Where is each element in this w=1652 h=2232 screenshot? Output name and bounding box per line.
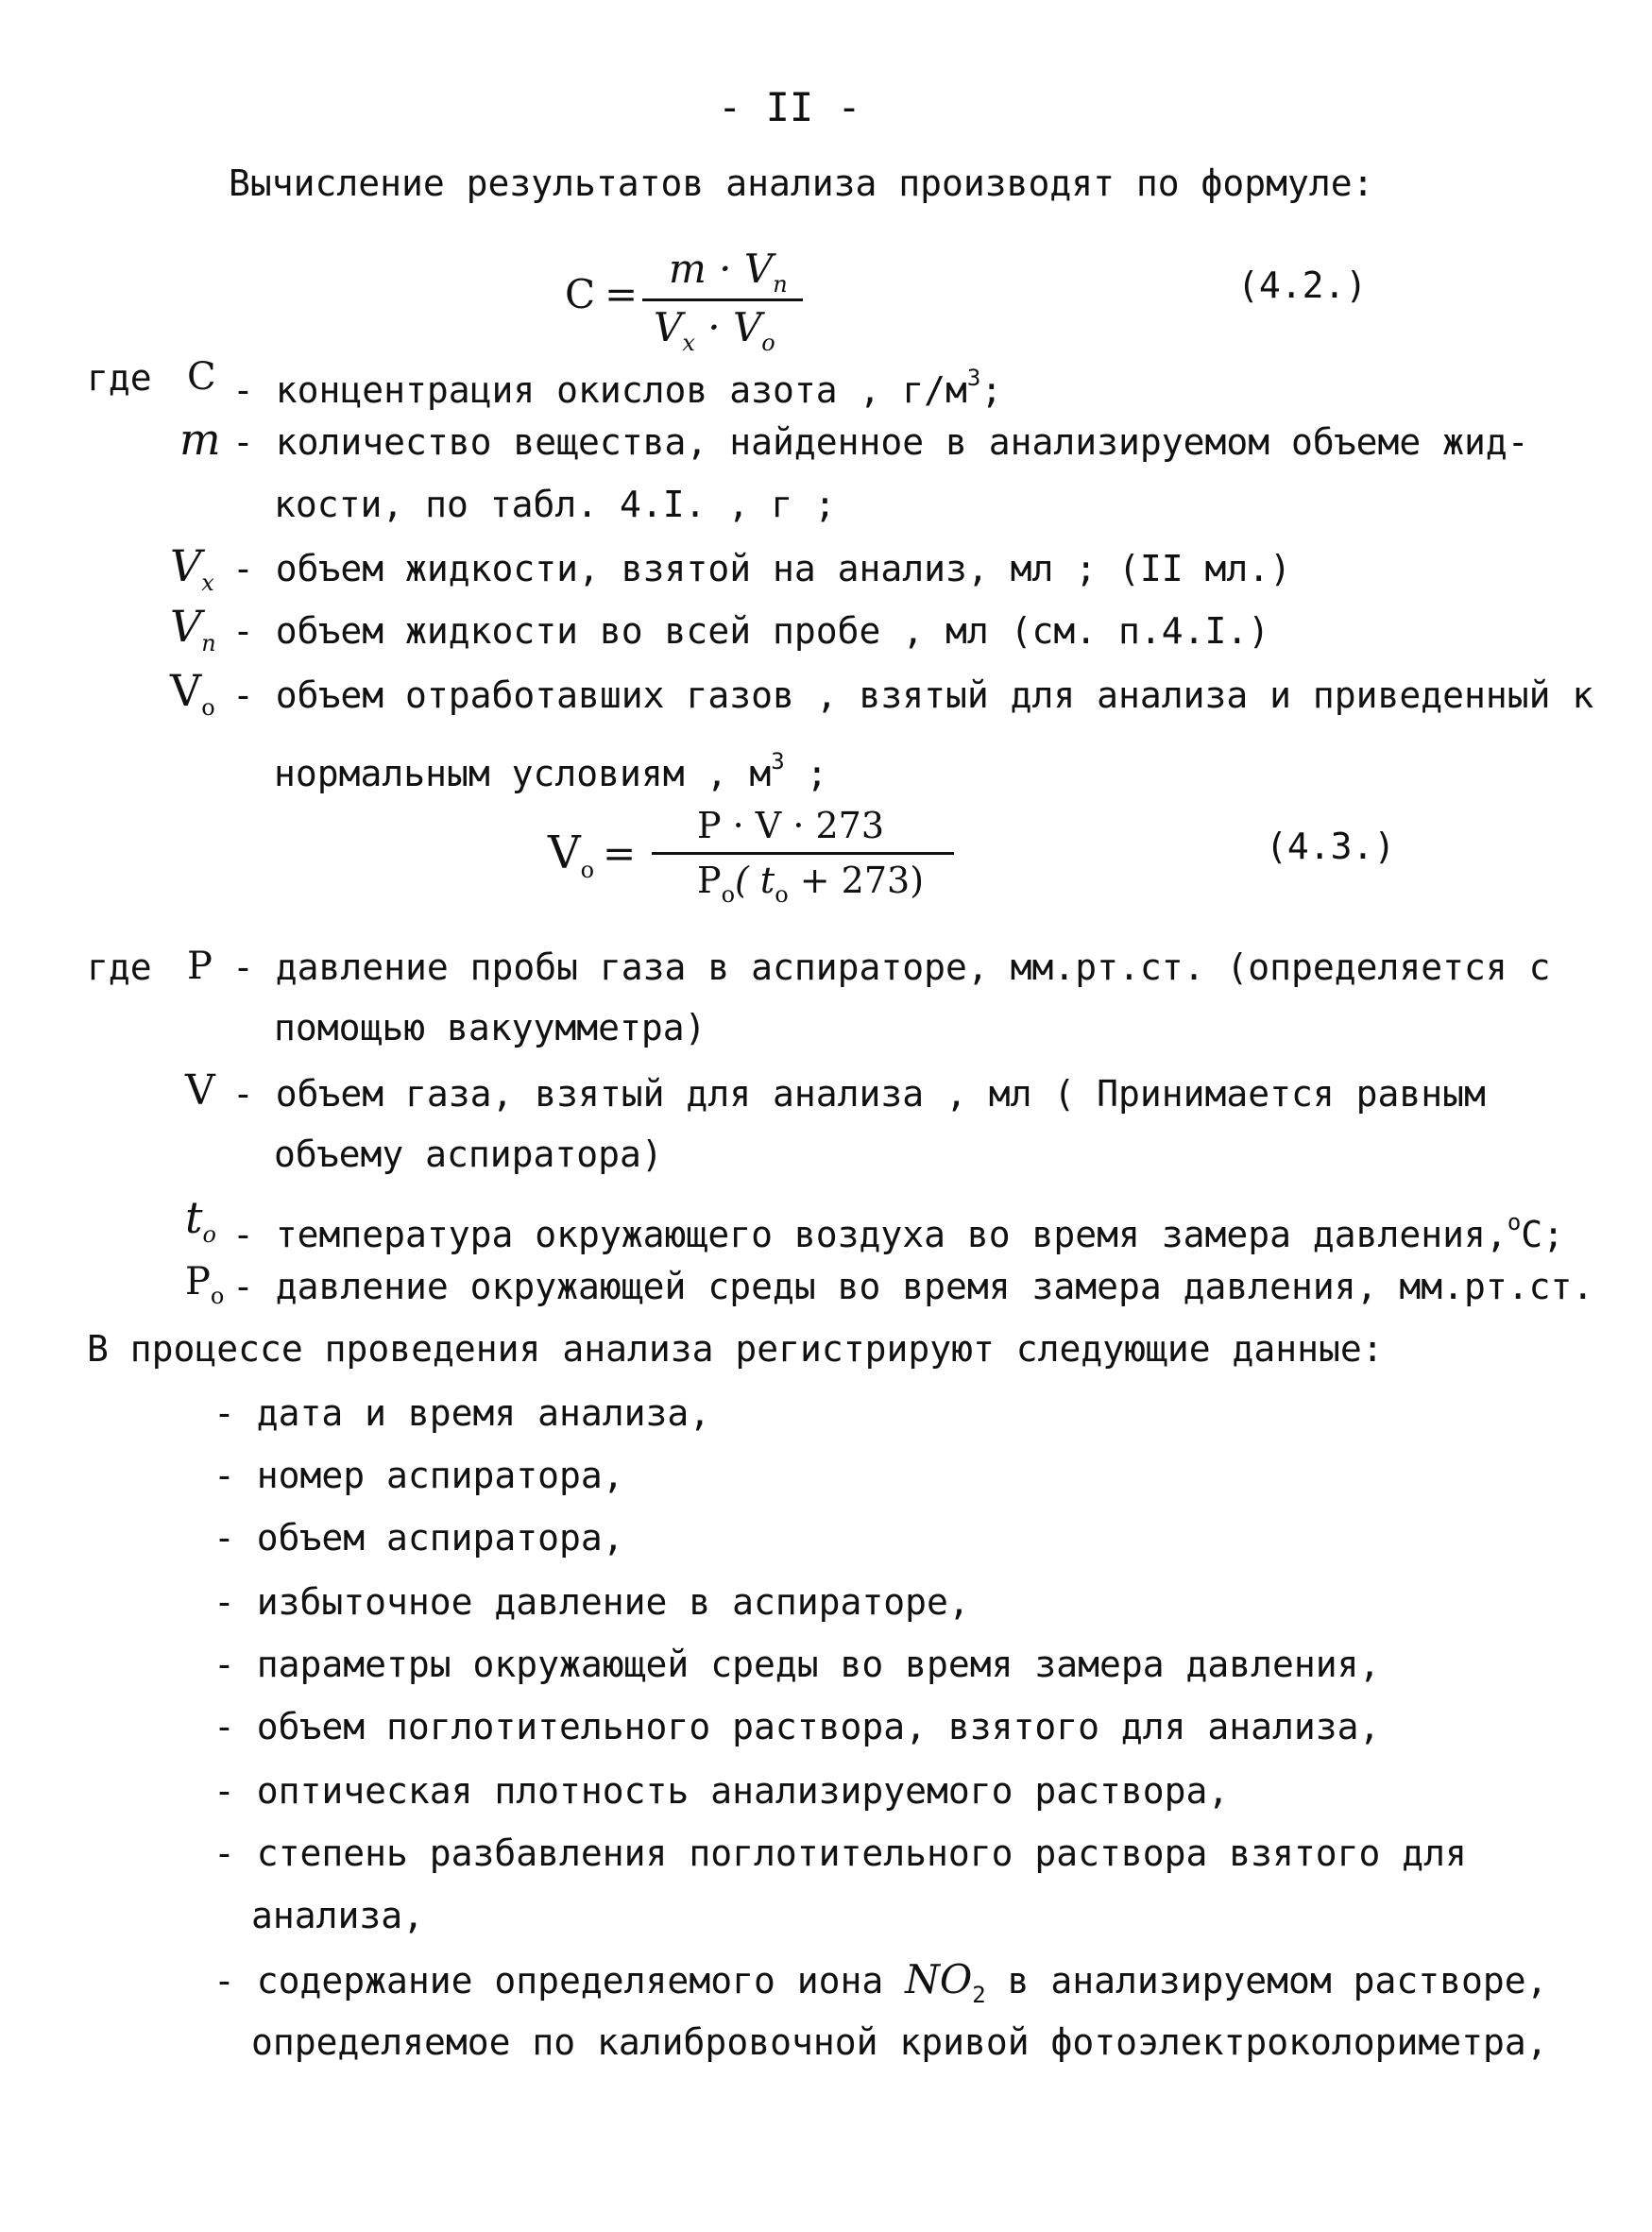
where-2-item-v-line-1: - объем газа, взятый для анализа , мл ( Принимается равным [232,1073,1486,1115]
where-1-symbol-vp: $V_п$ [170,601,216,656]
formula-1-denominator: $V_x \cdot V_o$ [654,304,775,356]
where-1-symbol-m: m [179,414,221,465]
formula-2-numerator: P · V · 273 [697,805,885,846]
list-item: - дата и время анализа, [213,1392,711,1434]
where-1-item-vo-line-1: - объем отработавших газов , взятый для анализа и приведенный к [232,674,1594,716]
formula-1-label: (4.2.) [1237,264,1368,306]
where-1-item-vo-line-2: нормальным условиям , $м^3$ ; [274,748,828,794]
formula-1-fraction-bar [642,298,803,301]
page-number: - II - [718,84,861,130]
where-2-item-t-text: - температура окружающего воздуха во время замера давления,$^o$C; [232,1209,1565,1255]
where-1-symbol-c: C [187,355,216,399]
list-item: - параметры окружающей среды во время замера давления, [213,1644,1381,1685]
list-item: - объем поглотительного раствора, взятого для анализа, [213,1706,1381,1747]
list-item: - содержание определяемого иона $NO_2$ в анализируемом растворе, [213,1956,1548,2008]
list-item: - объем аспиратора, [213,1517,624,1559]
where-1-item-vp-text: - объем жидкости во всей пробе , мл (см. п.4.I.) [232,610,1270,652]
formula-2-fraction-bar [652,852,954,855]
formula-2-lhs: $V_o$ [548,826,595,883]
list-item: - оптическая плотность анализируемого раствора, [213,1770,1230,1812]
intro-text: Вычисление результатов анализа производят по формуле: [229,162,1374,204]
formula-2-eq: = [603,830,637,877]
where-2-symbol-p: P [187,945,213,988]
where-2-item-p-line-1: - давление пробы газа в аспираторе, мм.рт.ст. (определяется с [232,946,1551,988]
where-1-item-c-text: - концентрация окислов азота , $г/м^3$; [232,365,1003,411]
registration-intro: В процессе проведения анализа регистрируют следующие данные: [87,1328,1384,1370]
list-item: - избыточное давление в аспираторе, [213,1581,970,1623]
list-item-continuation: определяемое по калибровочной кривой фотоэлектроколориметра, [251,2021,1548,2063]
where-2-item-po-text: - давление окружающей среды во время замера давления, мм.рт.ст. [232,1266,1594,1307]
where-1-symbol-vo: $V_o$ [170,665,215,721]
formula-1-fraction [642,246,803,356]
list-item-continuation: анализа, [251,1895,425,1936]
formula-1-eq: = [605,271,639,317]
where-2-symbol-po: $P_o$ [185,1260,225,1309]
formula-2-fraction [652,805,954,909]
where-1-symbol-vx: $V_x$ [170,540,214,596]
formula-1-lhs: C [565,271,596,317]
where-2-symbol-t: $t_o$ [185,1192,216,1248]
where-2-symbol-v: V [185,1066,215,1115]
where-1-item-vx-text: - объем жидкости, взятой на анализ, мл ; (II мл.) [232,548,1292,589]
formula-2-denominator: $P_o$( $t_o + 273$) [697,860,925,908]
formula-2-label: (4.3.) [1266,826,1396,867]
where-2-item-v-line-2: объему аспиратора) [274,1133,663,1175]
where-2-item-p-line-2: помощью вакуумметра) [274,1007,707,1048]
formula-1-numerator: $m \cdot V_п$ [669,246,788,298]
list-item: - номер аспиратора, [213,1455,624,1496]
list-item: - степень разбавления поглотительного раствора взятого для [213,1832,1467,1874]
where-2-gde: где [87,946,152,988]
where-1-item-m-line-1: - количество вещества, найденное в анализируемом объеме жид- [232,421,1529,463]
where-1-item-m-line-2: кости, по табл. 4.I. , г ; [274,484,836,525]
where-1-gde: где [87,357,152,399]
